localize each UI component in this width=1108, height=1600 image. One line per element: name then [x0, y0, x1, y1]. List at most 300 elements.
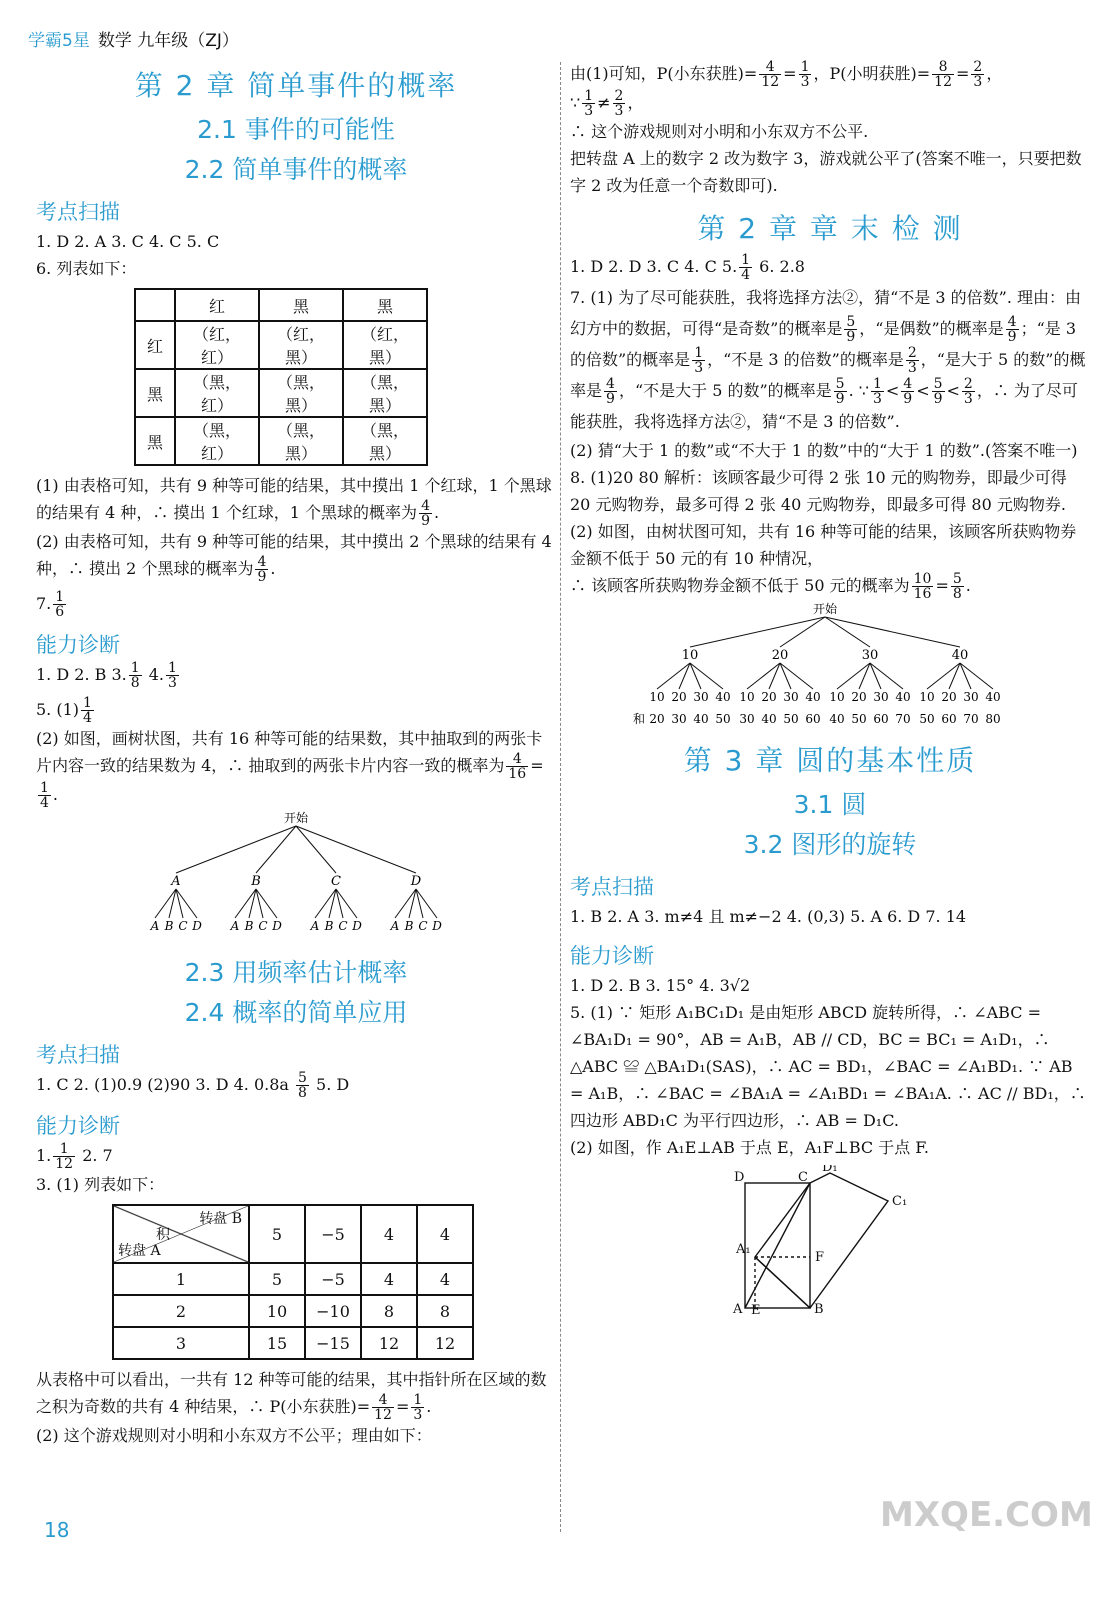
- text: 5. (1): [36, 700, 80, 719]
- table-cell: 黑: [343, 289, 427, 321]
- label-d: D: [734, 1170, 745, 1185]
- tree-branch: [690, 663, 723, 689]
- table-cell: 红: [175, 289, 259, 321]
- text: ，P(小明获胜)=: [813, 64, 931, 83]
- fraction: [166, 661, 179, 690]
- fraction: [971, 60, 984, 89]
- sum-value: 60: [805, 712, 821, 726]
- text: ，∴ 为了尽可能获胜，我将选择方法②，猜“不是 3 的倍数”.: [570, 381, 1078, 431]
- fraction: [932, 377, 945, 406]
- answers-line: 1. B 2. A 3. m≠4 且 m≠−2 4. (0,3) 5. A 6. D 7. 14: [570, 907, 967, 926]
- tree-leaf: 30: [873, 690, 889, 704]
- text: ∵: [570, 93, 581, 112]
- table-cell: 4: [417, 1205, 473, 1263]
- fraction: [906, 346, 919, 375]
- label-a: A: [733, 1302, 743, 1315]
- text: 1. D 2. D 3. C 4. C 5.: [570, 257, 738, 276]
- tree-node: D: [410, 874, 422, 889]
- numerator: 1: [130, 660, 140, 676]
- table-row: [113, 1295, 473, 1327]
- q3-explanation: 从表格中可以看出，一共有 12 种等可能的结果，其中指针所在区域的数之积为奇数的共有 4 种结果，∴ P(小东获胜)= $\frac{4}{12}$ = $\frac{1}{3}$ .: [36, 1370, 547, 1423]
- rectangle-a1bc1d1: [755, 1173, 888, 1308]
- heading-kaodian: 考点扫描: [570, 875, 654, 899]
- table-row: [135, 289, 427, 321]
- numerator: 1: [413, 1392, 423, 1408]
- sum-value: 70: [895, 712, 911, 726]
- label-b: B: [814, 1302, 824, 1315]
- fraction: [799, 60, 812, 89]
- denominator: 3: [413, 1407, 423, 1423]
- tree-leaf: C: [418, 919, 428, 933]
- tree-node: 30: [861, 648, 879, 663]
- table-colors: [134, 288, 428, 466]
- numerator: 1: [694, 345, 704, 361]
- tree-leaf: D: [192, 919, 202, 933]
- table-cell: 5: [249, 1205, 305, 1263]
- numerator: 8: [932, 60, 954, 75]
- page-number: 18: [44, 1518, 70, 1542]
- tree-leaf: 40: [895, 690, 911, 704]
- sum-value: 20: [649, 712, 665, 726]
- q3-part2: (2) 这个游戏规则对小明和小东双方不公平；理由如下：: [36, 1426, 432, 1445]
- section-2-2: 2.2 简单事件的概率: [184, 155, 408, 184]
- fraction: [411, 1393, 424, 1422]
- fraction: [53, 590, 66, 619]
- tree-leaf: B: [404, 919, 414, 933]
- table-row: [113, 1205, 473, 1263]
- denominator: 3: [973, 74, 983, 90]
- column-divider: [560, 62, 561, 1532]
- table-cell: 黑: [135, 417, 175, 465]
- numerator: 2: [907, 345, 917, 361]
- denominator: 9: [846, 329, 856, 345]
- numerator: 1: [800, 59, 810, 75]
- tree-branch: [176, 826, 296, 873]
- table-cell: （黑，黑）: [343, 369, 427, 417]
- fraction: [844, 315, 857, 344]
- sum-value: 70: [963, 712, 979, 726]
- denominator: 6: [55, 604, 65, 620]
- table-cell: 红: [135, 321, 175, 369]
- text: ；“是 3 的倍数”的概率是: [570, 319, 1077, 369]
- tree-leaf: 20: [941, 690, 957, 704]
- fraction: [962, 377, 975, 406]
- q6-part2: (2) 由表格可知，共有 9 种等可能的结果，其中摸出 2 个黑球的结果有 4 种，∴ 摸出 2 个黑球的概率为 $\frac{4}{9}$ .: [36, 532, 552, 585]
- numerator: 1: [55, 589, 65, 605]
- table-spinner-product: [112, 1204, 474, 1360]
- fraction: [81, 696, 94, 725]
- numerator: 1: [53, 1142, 75, 1157]
- sum-value: 40: [693, 712, 709, 726]
- text: ，“不是 3 的倍数”的概率是: [707, 350, 904, 369]
- tree-leaf: 10: [739, 690, 755, 704]
- sum-value: 60: [873, 712, 889, 726]
- text: 6. 2.8: [759, 257, 805, 276]
- numerator: 2: [963, 376, 973, 392]
- probability-compare: 由(1)可知，P(小东获胜)= $\frac{4}{12}$ = $\frac{1}{3}$ ，P(小明获胜)= $\frac{8}{12}$ = $\frac{2}{3}$ ，: [570, 59, 1003, 90]
- denominator: 8: [130, 675, 140, 691]
- numerator: 1: [741, 252, 751, 268]
- denominator: 3: [800, 74, 810, 90]
- tree-leaf: C: [338, 919, 348, 933]
- q5-part2: (2) 如图，画树状图，共有 16 种等可能的结果数，其中抽取到的两张卡片内容一致的结果数为 4，∴ 抽取到的两张卡片内容一致的概率为 $\frac{4}{16}$ = $\frac{1}{4}$ .: [36, 729, 544, 811]
- denominator: 9: [257, 569, 267, 585]
- corner-label-a: 转盘 A: [118, 1243, 161, 1259]
- denominator: 3: [168, 675, 177, 691]
- label-c: C: [798, 1170, 808, 1185]
- tree-branch: [870, 663, 903, 689]
- table-cell: （红，红）: [175, 321, 259, 369]
- text: ，“是大于 5 的数”的概率是: [570, 350, 1086, 400]
- segment-a1b: [755, 1257, 810, 1308]
- tree-branch: [927, 663, 960, 689]
- fraction: [38, 781, 51, 810]
- corner-label-product: 积: [156, 1227, 170, 1243]
- table-cell: 3: [113, 1327, 249, 1359]
- numerator: 4: [759, 60, 781, 75]
- denominator: 3: [907, 360, 917, 376]
- denominator: 4: [83, 710, 92, 726]
- fraction: [932, 60, 954, 89]
- q6-intro: 6. 列表如下：: [36, 259, 137, 278]
- subject-label: 数学 九年级（ZJ）: [97, 31, 239, 51]
- numerator: 4: [903, 376, 913, 392]
- label-d1: D₁: [822, 1165, 838, 1175]
- corner-label-b: 转盘 B: [199, 1211, 242, 1227]
- heading-nengli: 能力诊断: [36, 633, 120, 657]
- text: ∴ 该顾客所获购物券金额不低于 50 元的概率为: [570, 576, 910, 595]
- tree-leaf: 30: [693, 690, 709, 704]
- section-2-3: 2.3 用频率估计概率: [184, 958, 408, 987]
- table-row: [135, 321, 427, 369]
- tree-leaf: B: [324, 919, 334, 933]
- table-row: [135, 369, 427, 417]
- denominator: 4: [741, 267, 751, 283]
- denominator: 3: [614, 103, 624, 119]
- denominator: 4: [40, 795, 49, 811]
- tree-start-label: 开始: [812, 602, 838, 616]
- table-cell: 2: [113, 1295, 249, 1327]
- tree-diagram-vouchers: [570, 601, 1070, 731]
- denominator: 3: [963, 391, 973, 407]
- tree-node: B: [251, 874, 261, 889]
- chapter-3-title: 第 3 章 圆的基本性质: [683, 744, 977, 777]
- numerator: 2: [973, 59, 983, 75]
- q7-answer: [36, 590, 556, 619]
- text: ，“不是大于 5 的数”的概率是: [618, 381, 832, 400]
- sum-value: 50: [783, 712, 799, 726]
- table-row: [135, 417, 427, 465]
- answers-line: [570, 253, 1090, 282]
- numerator: 1: [584, 88, 594, 104]
- table-cell: （黑，黑）: [259, 369, 343, 417]
- right-column: [570, 60, 1090, 1319]
- section-2-4: 2.4 概率的简单应用: [184, 998, 408, 1027]
- heading-nengli: 能力诊断: [570, 944, 654, 968]
- text: 5. D: [316, 1075, 350, 1094]
- tree-start-label: 开始: [283, 811, 309, 825]
- table-cell: （黑，黑）: [343, 417, 427, 465]
- numerator: 4: [421, 498, 430, 514]
- numerator: 4: [606, 376, 615, 392]
- tree-node: A: [171, 874, 181, 889]
- q5-part2: (2) 如图，作 A₁E⊥AB 于点 E，A₁F⊥BC 于点 F.: [570, 1138, 929, 1157]
- answers-line: 1. D 2. A 3. C 4. C 5. C: [36, 232, 220, 251]
- tree-leaf: D: [272, 919, 282, 933]
- conclusion-2: 把转盘 A 上的数字 2 改为数字 3，游戏就公平了(答案不唯一，只要把数字 2 改为任意一个奇数即可).: [570, 149, 1082, 195]
- text: (2) 如图，画树状图，共有 16 种等可能的结果数，其中抽取到的两张卡片内容一致的结果数为 4，∴ 抽取到的两张卡片内容一致的概率为: [36, 729, 543, 775]
- table-cell: 12: [417, 1327, 473, 1359]
- table-cell: 4: [417, 1263, 473, 1295]
- text: 从表格中可以看出，一共有 12 种等可能的结果，其中指针所在区域的数之积为奇数的共有 4 种结果，∴ P(小东获胜)=: [36, 1370, 547, 1416]
- answers-line: [36, 1071, 556, 1100]
- fraction: [834, 377, 847, 406]
- table-cell: （红，黑）: [259, 321, 343, 369]
- numerator: 4: [257, 554, 267, 570]
- tree-leaf: B: [164, 919, 174, 933]
- table-cell: [135, 289, 175, 321]
- answers-line: [36, 661, 556, 690]
- table-row: [113, 1263, 473, 1295]
- denominator: 9: [933, 391, 943, 407]
- brand-header: [28, 26, 239, 51]
- sum-value: 30: [739, 712, 755, 726]
- sum-value: 50: [715, 712, 731, 726]
- denominator: 12: [374, 1407, 392, 1423]
- denominator: 9: [835, 391, 845, 407]
- tree-node: C: [331, 874, 341, 889]
- text: 7. (1) 为了尽可能获胜，我将选择方法②，猜“不是 3 的倍数”. 理由：由幻方中的数据，可得“是奇数”的概率是: [570, 288, 1081, 338]
- tree-node: 40: [951, 648, 969, 663]
- text: 1. C 2. (1)0.9 (2)90 3. D 4. 0.8a: [36, 1075, 289, 1094]
- tree-leaf: 20: [851, 690, 867, 704]
- label-e: E: [751, 1303, 761, 1315]
- fraction: [506, 752, 528, 781]
- denominator: 8: [298, 1085, 307, 1101]
- table-cell: （黑，黑）: [259, 417, 343, 465]
- numerator: 5: [846, 314, 856, 330]
- tree-branch: [837, 663, 870, 689]
- tree-branch: [296, 826, 416, 873]
- tree-leaf: 20: [671, 690, 687, 704]
- sum-value: 50: [851, 712, 867, 726]
- heading-kaodian: 考点扫描: [36, 200, 120, 224]
- numerator: 5: [298, 1070, 307, 1086]
- text: 1. D 2. B 3.: [36, 665, 127, 684]
- fraction: [255, 555, 268, 584]
- sum-value: 80: [985, 712, 1001, 726]
- table-cell: 4: [361, 1205, 417, 1263]
- tree-leaf: 30: [783, 690, 799, 704]
- tree-leaf: C: [178, 919, 188, 933]
- tree-leaf: 10: [829, 690, 845, 704]
- denominator: 16: [913, 586, 932, 602]
- fraction: [129, 661, 142, 690]
- table-cell: 1: [113, 1263, 249, 1295]
- numerator: 5: [952, 571, 962, 587]
- table-cell: 8: [361, 1295, 417, 1327]
- answers-line: [36, 1142, 556, 1171]
- denominator: 9: [1007, 329, 1017, 345]
- tree-leaf: 20: [761, 690, 777, 704]
- sum-row-label: 和: [632, 712, 646, 726]
- label-c1: C₁: [892, 1194, 908, 1209]
- numerator: 5: [835, 376, 845, 392]
- table-cell: 8: [417, 1295, 473, 1327]
- table-cell: 4: [361, 1263, 417, 1295]
- q8-part2: (2) 如图，由树状图可知，共有 16 种等可能的结果，该顾客所获购物券金额不低于 50 元的有 10 种情况，: [570, 522, 1077, 568]
- numerator: 4: [1007, 314, 1017, 330]
- numerator: 1: [872, 376, 882, 392]
- tree-branch: [657, 663, 690, 689]
- fraction: [296, 1071, 309, 1100]
- fraction: [739, 253, 752, 282]
- table-cell: −5: [305, 1263, 361, 1295]
- fraction: [604, 377, 617, 406]
- table-cell: −10: [305, 1295, 361, 1327]
- fraction: [901, 377, 914, 406]
- sum-value: 40: [829, 712, 845, 726]
- denominator: 8: [952, 586, 962, 602]
- table-cell: （黑，红）: [175, 369, 259, 417]
- q7-reasoning: 7. (1) 为了尽可能获胜，我将选择方法②，猜“不是 3 的倍数”. 理由：由幻方中的数据，可得“是奇数”的概率是 $\frac{5}{9}$ ，“是偶数”的概率是 $\frac{4}{9}$ ；“是 3 的倍数”的概率是 $\frac{1}{3}$ ，“不是 3 的倍数”的概率是 $\frac{2}{3}$ ，“是大于 5 的数”的概率是 $\frac{4}{9}$ ，“不是大于 5 的数”的概率是 $\frac{5}{9}$ . ∵ $\frac{1}{3}$ < $\frac{4}{9}$ < $\frac{5}{9}$ < $\frac{2}{3}$ ，∴ 为了尽可能获胜，我将选择方法②，猜“不是 3 的倍数”.: [570, 288, 1086, 431]
- tree-branch: [296, 826, 336, 873]
- numerator: 1: [83, 695, 92, 711]
- section-2-1: 2.1 事件的可能性: [197, 115, 395, 144]
- denominator: 12: [761, 74, 780, 90]
- tree-branch: [690, 617, 825, 647]
- text: ，“是偶数”的概率是: [859, 319, 1004, 338]
- tree-leaf: C: [258, 919, 268, 933]
- tree-leaf: A: [150, 919, 160, 933]
- denominator: 3: [694, 360, 704, 376]
- fraction: [912, 572, 934, 601]
- numerator: 4: [372, 1393, 394, 1408]
- denominator: 12: [934, 74, 952, 90]
- tree-node: 20: [771, 648, 789, 663]
- table-cell: −15: [305, 1327, 361, 1359]
- tree-leaf: B: [244, 919, 254, 933]
- fraction: [871, 377, 884, 406]
- tree-leaf: A: [230, 919, 240, 933]
- geometry-figure-rotation: [570, 1165, 1070, 1315]
- tree-leaf: D: [432, 919, 442, 933]
- heading-nengli: 能力诊断: [36, 1114, 120, 1138]
- sum-value: 50: [919, 712, 935, 726]
- tree-branch: [960, 663, 993, 689]
- tree-leaf: 40: [805, 690, 821, 704]
- tree-leaf: 30: [963, 690, 979, 704]
- tree-leaf: 40: [715, 690, 731, 704]
- tree-branch: [780, 663, 813, 689]
- table-corner-cell: [113, 1205, 249, 1263]
- table-cell: （红，黑）: [343, 321, 427, 369]
- numerator: 1: [40, 780, 49, 796]
- tree-leaf: D: [352, 919, 362, 933]
- fraction: [759, 60, 781, 89]
- text: 2. 7: [82, 1146, 113, 1165]
- table-cell: 10: [249, 1295, 305, 1327]
- q8-conclusion: ∴ 该顾客所获购物券金额不低于 50 元的概率为 $\frac{10}{16}$ = $\frac{5}{8}$ .: [570, 571, 971, 602]
- fraction: [372, 1393, 394, 1422]
- q6-part1: (1) 由表格可知，共有 9 种等可能的结果，其中摸出 1 个红球，1 个黑球的结果有 4 种，∴ 摸出 1 个红球，1 个黑球的概率为 $\frac{4}{9}$ .: [36, 476, 552, 529]
- denominator: 12: [55, 1156, 74, 1172]
- watermark: MXQE.COM: [880, 1495, 1093, 1535]
- tree-branch: [747, 663, 780, 689]
- sum-value: 60: [941, 712, 957, 726]
- table-cell: 黑: [135, 369, 175, 417]
- tree-leaf: 10: [649, 690, 665, 704]
- fraction: [613, 89, 626, 118]
- sum-value: 40: [761, 712, 777, 726]
- q5-proof: 5. (1) ∵ 矩形 A₁BC₁D₁ 是由矩形 ABCD 旋转所得，∴ ∠ABC = ∠BA₁D₁ = 90°，AB = A₁B，AB // CD，BC = BC₁ = A₁D₁，∴ △ABC ≌ △BA₁D₁(SAS)，∴ AC = BD₁，∠BAC = ∠A₁BD₁. ∵ AB = A₁B，∴ ∠BAC = ∠BA₁A = ∠A₁BD₁ = ∠BA₁A. ∴ AC // BD₁，∴ 四边形 ABD₁C 为平行四边形，∴ AB = D₁C.: [570, 1003, 1086, 1130]
- tree-leaf: A: [310, 919, 320, 933]
- brand-name: 学霸5星: [28, 31, 90, 51]
- table-cell: −5: [305, 1205, 361, 1263]
- inequality-line: ∵ $\frac{1}{3}$ ≠ $\frac{2}{3}$ ，: [570, 88, 644, 119]
- section-3-2: 3.2 图形的旋转: [743, 830, 917, 859]
- tree-diagram-cards: [36, 810, 556, 945]
- conclusion: ∴ 这个游戏规则对小明和小东双方不公平.: [570, 122, 869, 141]
- heading-kaodian: 考点扫描: [36, 1043, 120, 1067]
- text: (1) 由表格可知，共有 9 种等可能的结果，其中摸出 1 个红球，1 个黑球的结果有 4 种，∴ 摸出 1 个红球，1 个黑球的概率为: [36, 476, 552, 522]
- denominator: 16: [508, 766, 527, 782]
- table-cell: 黑: [259, 289, 343, 321]
- label-a1: A₁: [736, 1242, 751, 1257]
- fraction: [419, 499, 432, 528]
- q3-intro: 3. (1) 列表如下：: [36, 1175, 165, 1194]
- text: 由(1)可知，P(小东获胜)=: [570, 64, 758, 83]
- tree-branch: [256, 826, 296, 873]
- text: 4.: [148, 665, 165, 684]
- tree-leaf: 10: [919, 690, 935, 704]
- left-column: [36, 60, 556, 1449]
- section-3-1: 3.1 圆: [793, 790, 867, 819]
- numerator: 1: [168, 660, 177, 676]
- q8-part1: 8. (1)20 80 解析：该顾客最少可得 2 张 10 元的购物券，即最少可得 20 元购物券，最多可得 2 张 40 元购物券，即最多可得 80 元购物券.: [570, 468, 1067, 514]
- tree-leaf: A: [390, 919, 400, 933]
- table-cell: （黑，红）: [175, 417, 259, 465]
- denominator: 3: [872, 391, 882, 407]
- q5-part1: [36, 696, 556, 725]
- fraction: [692, 346, 705, 375]
- fraction: [582, 89, 595, 118]
- tree-node: 10: [681, 648, 699, 663]
- table-cell: 5: [249, 1263, 305, 1295]
- text: 7.: [36, 594, 52, 613]
- table-row: [113, 1327, 473, 1359]
- chapter-2-test-title: 第 2 章 章 末 检 测: [697, 212, 963, 245]
- numerator: 5: [933, 376, 943, 392]
- denominator: 9: [421, 513, 430, 529]
- answers-line: 1. D 2. B 3. 15° 4. 3√2: [570, 976, 751, 995]
- numerator: 2: [614, 88, 624, 104]
- denominator: 9: [606, 391, 615, 407]
- chapter-2-title: 第 2 章 简单事件的概率: [134, 69, 458, 102]
- table-cell: 15: [249, 1327, 305, 1359]
- text: 1.: [36, 1146, 52, 1165]
- table-cell: 12: [361, 1327, 417, 1359]
- tree-branch: [825, 617, 960, 647]
- denominator: 3: [584, 103, 594, 119]
- denominator: 9: [903, 391, 913, 407]
- q7-part2: (2) 猜“大于 1 的数”或“不大于 1 的数”中的“大于 1 的数”.(答案不唯一): [570, 441, 1078, 460]
- fraction: [53, 1142, 75, 1171]
- fraction: [951, 572, 964, 601]
- tree-leaf: 40: [985, 690, 1001, 704]
- numerator: 10: [913, 571, 932, 587]
- sum-value: 30: [671, 712, 687, 726]
